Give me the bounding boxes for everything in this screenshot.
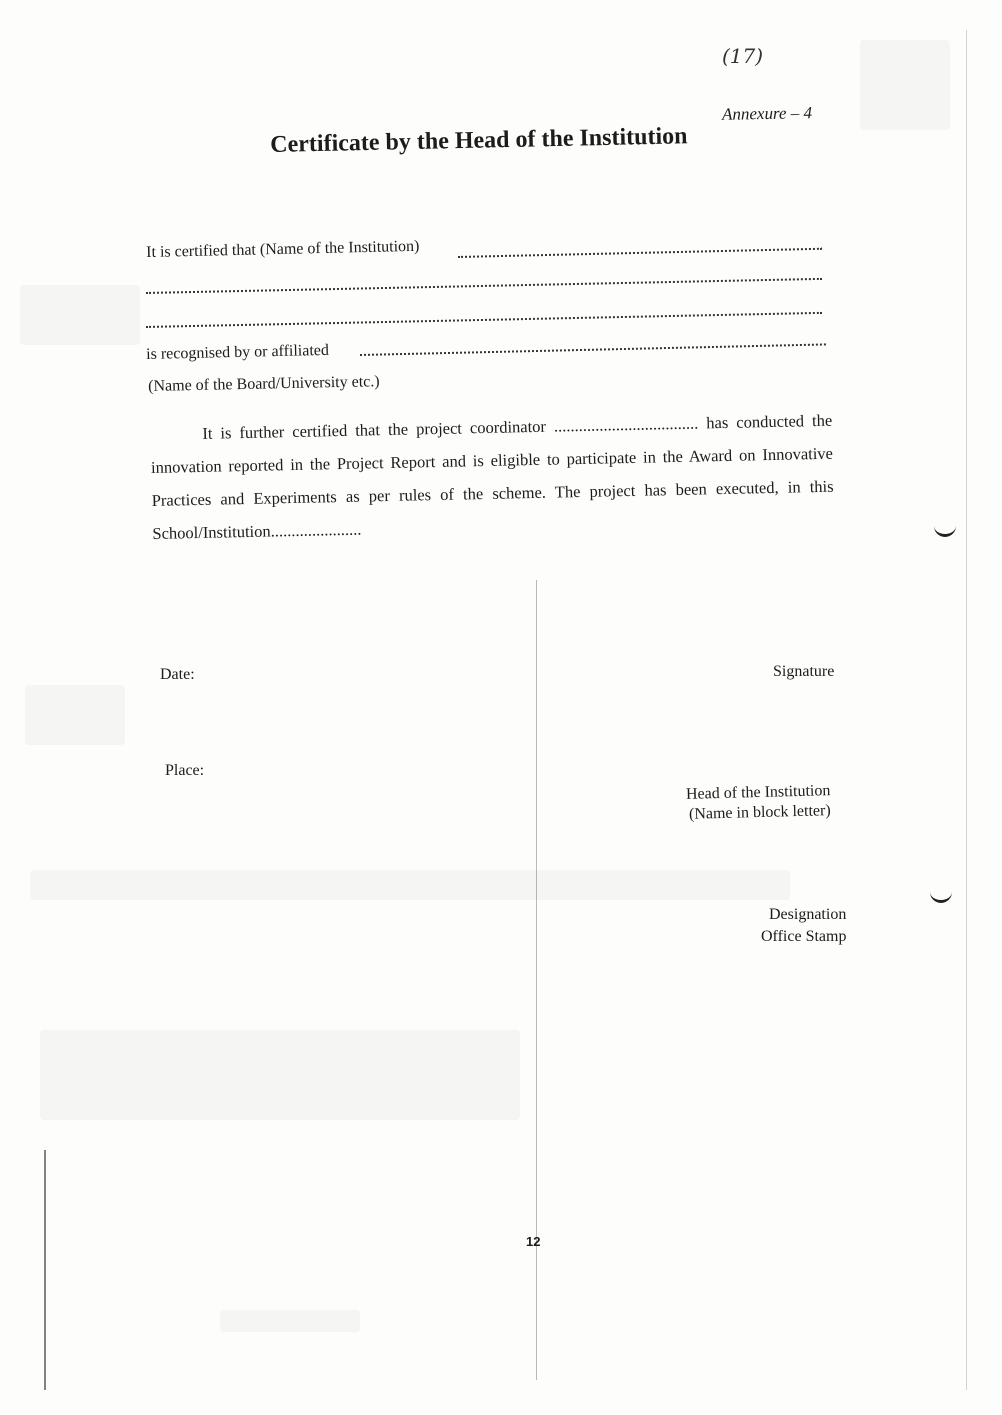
institution-line-label: It is certified that (Name of the Institution) <box>146 237 420 261</box>
scan-smudge <box>25 685 125 745</box>
para-text-1: It is further certified that the project coordinator <box>202 416 547 443</box>
institution-name-blank <box>458 248 822 258</box>
fold-line <box>536 580 537 1380</box>
coordinator-blank: ................................... <box>553 413 699 436</box>
scan-smudge <box>220 1310 360 1332</box>
head-of-institution-label: Head of the Institution <box>685 782 831 803</box>
para-text-2: has conducted the innovation reported in the Project Report and is eligible to participate in the Award on Innovative Practices and Experiments as per rules of the scheme. The project has been executed, in this School/Institution <box>150 410 834 543</box>
date-label: Date: <box>160 666 195 683</box>
office-stamp-label: Office Stamp <box>761 928 847 945</box>
punch-mark <box>930 884 952 903</box>
institution-blank: ...................... <box>270 519 362 541</box>
page-number: 12 <box>526 1234 541 1249</box>
scan-smudge <box>30 870 790 900</box>
affiliation-line-label: is recognised by or affiliated <box>146 341 330 363</box>
name-block-letter-label: (Name in block letter) <box>688 802 831 823</box>
signature-label: Signature <box>773 663 835 680</box>
board-note: (Name of the Board/University etc.) <box>148 373 380 395</box>
scan-edge-right <box>966 30 967 1390</box>
place-label: Place: <box>165 762 205 779</box>
scan-smudge <box>40 1030 520 1120</box>
scan-smudge <box>860 40 950 130</box>
institution-name-blank-2 <box>146 278 822 294</box>
handwritten-page-mark: (17) <box>722 44 764 68</box>
scan-smudge <box>20 285 140 345</box>
designation-label: Designation <box>769 906 847 923</box>
certification-paragraph <box>150 404 835 550</box>
punch-mark <box>934 518 956 537</box>
institution-name-blank-3 <box>146 312 822 328</box>
document-title: Certificate by the Head of the Institution <box>270 123 688 158</box>
annexure-label: Annexure – 4 <box>721 103 813 124</box>
affiliation-blank <box>360 343 826 356</box>
scan-edge-left <box>44 1150 46 1390</box>
